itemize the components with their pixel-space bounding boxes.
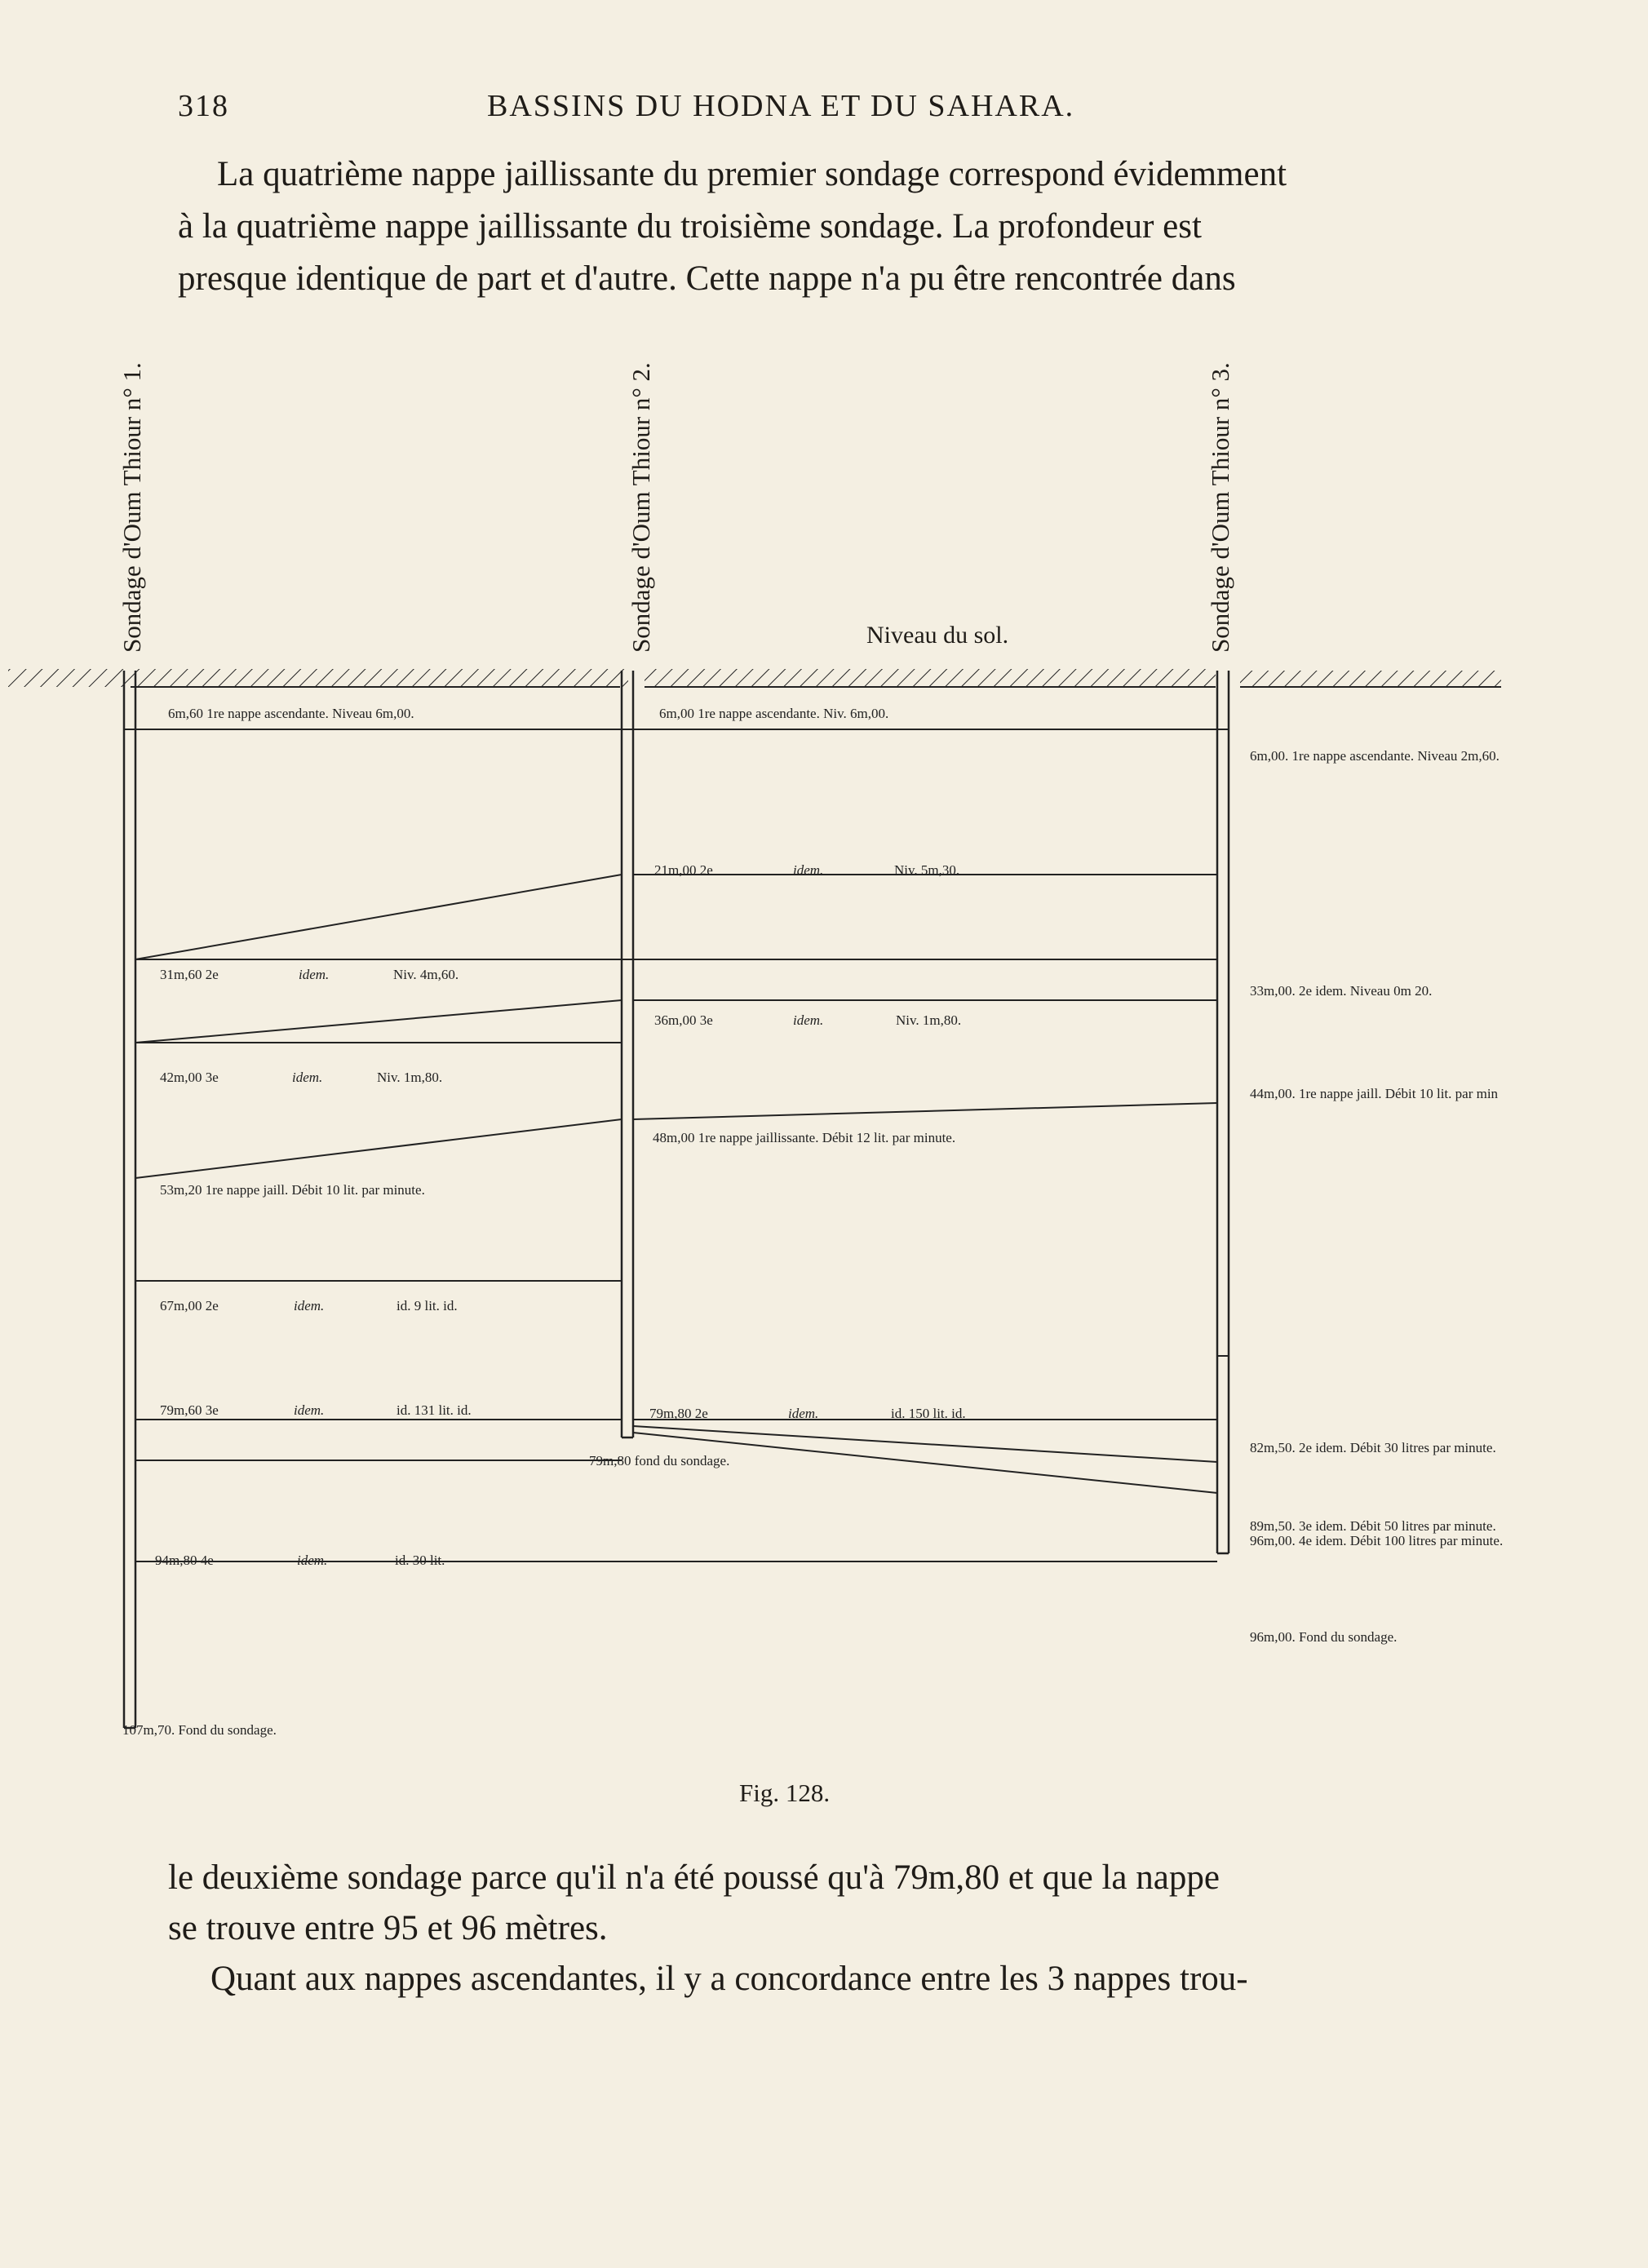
- s1-label-13: idem.: [294, 1402, 325, 1418]
- s2-label-5: 36m,00 3e: [654, 1012, 713, 1028]
- s1-label-5: 42m,00 3e: [160, 1070, 219, 1085]
- s3-label-6: 96m,00. 4e idem. Débit 100 litres par minute.: [1250, 1533, 1504, 1548]
- paragraph-bottom-line-2: se trouve entre 95 et 96 mètres.: [168, 1909, 608, 1947]
- s3-label-4: 82m,50. 2e idem. Débit 30 litres par minute.: [1250, 1440, 1496, 1455]
- s1-label-16: idem.: [297, 1553, 328, 1568]
- sondage-3-title: Sondage d'Oum Thiour n° 3.: [1206, 362, 1234, 653]
- s1-label-18: 107m,70. Fond du sondage.: [122, 1722, 277, 1738]
- s2-label-10: idem.: [788, 1406, 819, 1421]
- horizon-lines: [124, 729, 1229, 1561]
- sondage-2-title: Sondage d'Oum Thiour n° 2.: [627, 362, 655, 653]
- paragraph-top-line-2: à la quatrième nappe jaillissante du troisième sondage. La profondeur est: [178, 207, 1202, 246]
- s3-label-1: 6m,00. 1re nappe ascendante. Niveau 2m,60.: [1250, 748, 1500, 764]
- running-title: BASSINS DU HODNA ET DU SAHARA.: [487, 89, 1075, 123]
- s2-label-6: idem.: [793, 1012, 824, 1028]
- s2-label-2: 21m,00 2e: [654, 862, 713, 878]
- s2-label-11: id. 150 lit. id.: [891, 1406, 966, 1421]
- s2-label-8: 48m,00 1re nappe jaillissante. Débit 12 lit. par minute.: [653, 1130, 956, 1145]
- s1-label-4: Niv. 4m,60.: [393, 967, 459, 982]
- paragraph-top-line-3: presque identique de part et d'autre. Cette nappe n'a pu être rencontrée dans: [178, 259, 1236, 298]
- s2-label-12: 79m,80 fond du sondage.: [589, 1453, 730, 1468]
- figure-caption: Fig. 128.: [739, 1779, 831, 1807]
- s3-label-2: 33m,00. 2e idem. Niveau 0m 20.: [1250, 983, 1433, 999]
- s2-label-1: 6m,00 1re nappe ascendante. Niv. 6m,00.: [659, 706, 889, 721]
- s2-label-3: idem.: [793, 862, 824, 878]
- ground-surface: [8, 669, 1501, 687]
- s1-label-10: idem.: [294, 1298, 325, 1313]
- s1-label-8: 53m,20 1re nappe jaill. Débit 10 lit. par minute.: [160, 1182, 425, 1198]
- ground-level-label: Niveau du sol.: [866, 622, 1009, 649]
- s1-label-14: id. 131 lit. id.: [396, 1402, 472, 1418]
- s1-label-12: 79m,60 3e: [160, 1402, 219, 1418]
- page-number: 318: [178, 89, 229, 123]
- s3-label-3: 44m,00. 1re nappe jaill. Débit 10 lit. par min: [1250, 1086, 1499, 1101]
- s2-label-7: Niv. 1m,80.: [896, 1012, 962, 1028]
- borehole-1: [124, 671, 135, 1728]
- s1-label-11: id. 9 lit. id.: [396, 1298, 458, 1313]
- s1-label-17: id. 30 lit.: [395, 1553, 445, 1568]
- s1-label-15: 94m,80 4e: [155, 1553, 214, 1568]
- s1-label-1: 6m,60 1re nappe ascendante. Niveau 6m,00.: [168, 706, 414, 721]
- s2-label-9: 79m,80 2e: [649, 1406, 708, 1421]
- s2-label-4: Niv. 5m,30.: [894, 862, 960, 878]
- paragraph-top-line-1: La quatrième nappe jaillissante du premier sondage correspond évidemment: [217, 155, 1287, 193]
- s3-label-7: 96m,00. Fond du sondage.: [1250, 1629, 1398, 1645]
- s1-label-7: Niv. 1m,80.: [377, 1070, 443, 1085]
- s1-label-3: idem.: [299, 967, 330, 982]
- sondage-1-title: Sondage d'Oum Thiour n° 1.: [117, 362, 146, 653]
- paragraph-bottom-line-3: Quant aux nappes ascendantes, il y a concordance entre les 3 nappes trou-: [210, 1960, 1248, 1998]
- s1-label-6: idem.: [292, 1070, 323, 1085]
- s1-label-9: 67m,00 2e: [160, 1298, 219, 1313]
- borehole-2: [622, 671, 633, 1437]
- paragraph-bottom-line-1: le deuxième sondage parce qu'il n'a été poussé qu'à 79m,80 et que la nappe: [168, 1858, 1220, 1897]
- s1-label-2: 31m,60 2e: [160, 967, 219, 982]
- s3-label-5: 89m,50. 3e idem. Débit 50 litres par minute.: [1250, 1518, 1496, 1534]
- borehole-3: [1217, 671, 1229, 1553]
